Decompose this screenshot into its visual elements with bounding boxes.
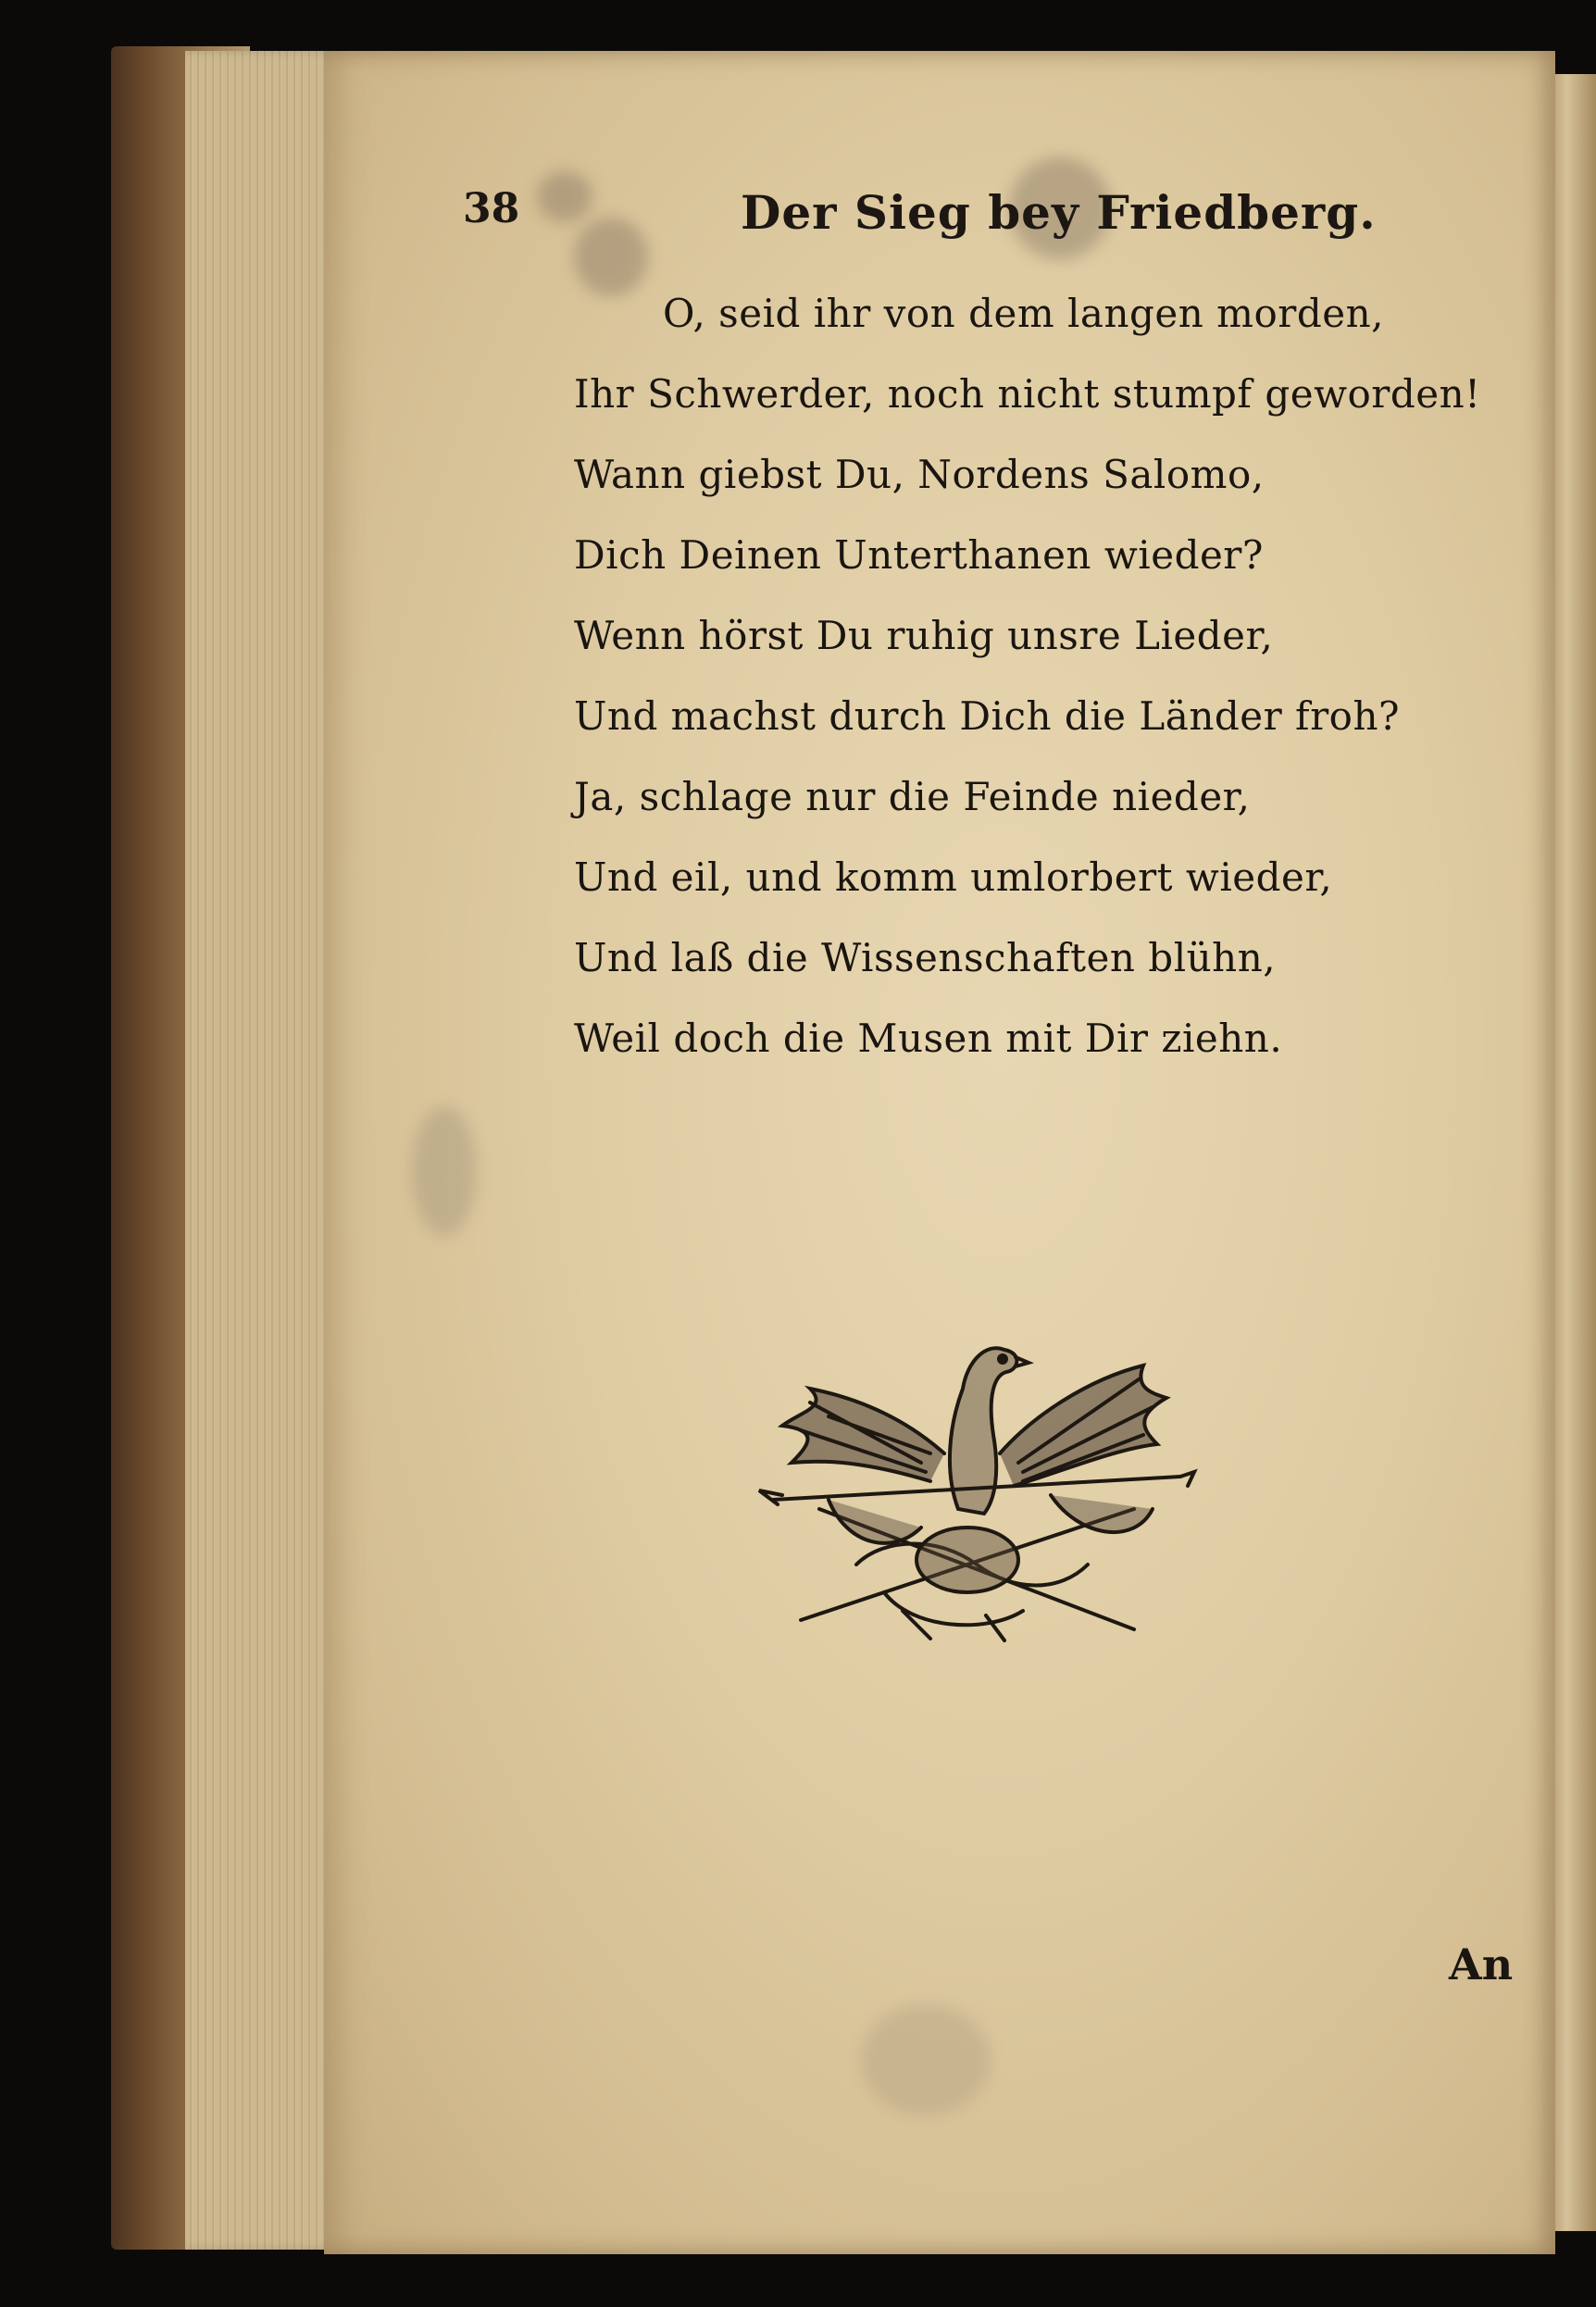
poem-line: Weil doch die Musen mit Dir ziehn. [574,1016,1283,1061]
page-stack-edges [185,51,343,2250]
running-title: Der Sieg bey Friedberg. [741,185,1377,240]
poem-line: Wenn hörst Du ruhig unsre Lieder, [574,613,1274,658]
poem-line: Wann giebst Du, Nordens Salomo, [574,452,1265,497]
eagle-vignette-icon [745,1315,1199,1648]
poem-line: Und laß die Wissenschaften blühn, [574,935,1277,980]
page-number: 38 [463,185,520,232]
poem-stanza [574,273,1481,1079]
poem-line: Und eil, und komm umlorbert wieder, [574,854,1333,900]
foxing-stain [412,1106,477,1236]
poem-line: O, seid ihr von dem langen morden, [663,291,1384,336]
poem-line: Und machst durch Dich die Länder froh? [574,693,1401,739]
catchword: An [1449,1939,1514,1989]
foxing-stain [861,2004,991,2115]
page-header [463,185,1435,250]
poem-line: Ihr Schwerder, noch nicht stumpf geworden! [574,371,1481,417]
poem-line: Dich Deinen Unterthanen wieder? [574,532,1264,578]
poem-line: Ja, schlage nur die Feinde nieder, [574,774,1251,819]
